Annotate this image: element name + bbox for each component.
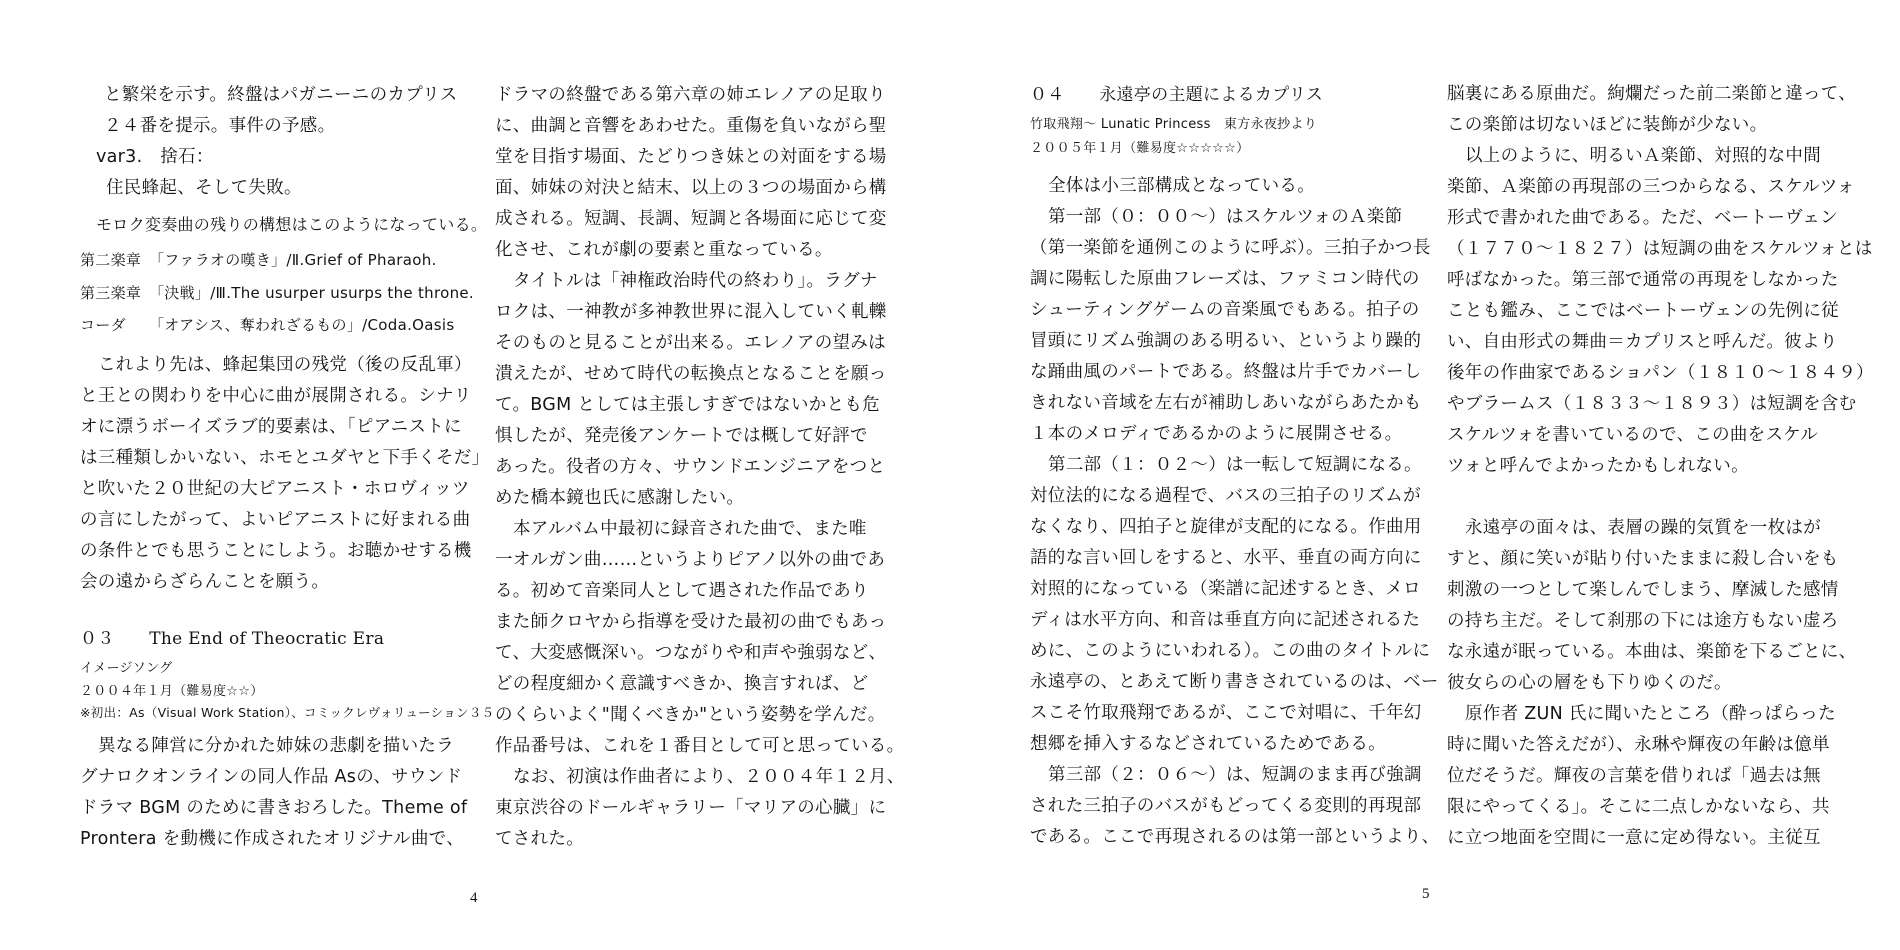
- text-line: タイトルは「神権政治時代の終わり」。ラグナ: [513, 271, 878, 291]
- text-line: きれない音域を左右が補助しあいながらあたかも: [1030, 393, 1422, 413]
- text-line: 対位法的になる過程で、バスの三拍子のリズムが: [1030, 486, 1421, 506]
- text-line: は三種類しかいない、ホモとユダヤと下手くそだ」: [80, 448, 490, 468]
- text-line: に立つ地面を空間に一意に定め得ない。主従互: [1447, 828, 1821, 848]
- text-line: 全体は小三部構成となっている。: [1048, 176, 1315, 196]
- text-line: グナロクオンラインの同人作品 Asの、サウンド: [80, 767, 463, 787]
- text-line: 第三部（２：０６～）は、短調のまま再び強調: [1048, 765, 1422, 785]
- text-line: 第二部（１：０２～）は一転して短調になる。: [1048, 455, 1422, 475]
- page-number: 5: [1422, 886, 1430, 902]
- text-line: 成される。短調、長調、短調と各場面に応じて変: [495, 209, 887, 229]
- text-line: と繁栄を示す。終盤はパガニーニのカプリス: [104, 85, 458, 105]
- page-number: 4: [470, 890, 478, 906]
- variation-heading: var3. 捨石：: [96, 147, 214, 167]
- text-line: された三拍子のバスがもどってくる変則的再現部: [1030, 796, 1422, 816]
- text-line: 後年の作曲家であるショパン（１８１０～１８４９）: [1447, 363, 1874, 383]
- text-line: る。初めて音楽同人として遇された作品であり: [495, 581, 869, 601]
- text-line: て。BGM としては主張しすぎではないかとも危: [495, 395, 880, 415]
- text-line: （１７７０～１８２７）は短調の曲をスケルツォとは: [1447, 239, 1873, 259]
- text-line: 限にやってくる」。そこに二点しかないなら、共: [1447, 797, 1830, 817]
- text-line: なお、初演は作曲者により、２００４年１２月、: [513, 767, 905, 787]
- text-line: 面、姉妹の対決と結末、以上の３つの場面から構: [495, 178, 887, 198]
- track-date: ２００４年１月（難易度☆☆）: [80, 684, 264, 699]
- text-line: どの程度細かく意識すべきか、換言すれば、ど: [495, 674, 869, 694]
- text-line: 位だそうだ。輝夜の言葉を借りれば「過去は無: [1447, 766, 1821, 786]
- text-line: ディは水平方向、和音は垂直方向に記述されるた: [1030, 610, 1421, 630]
- text-line: ２４番を提示。事件の予感。: [104, 116, 336, 136]
- track-subtitle: 竹取飛翔～ Lunatic Princess 東方永夜抄より: [1030, 117, 1318, 132]
- text-line: てされた。: [495, 829, 584, 849]
- text-line: 第一部（０：００～）はスケルツォのＡ楽節: [1048, 207, 1403, 227]
- text-line: 語的な言い回しをすると、水平、垂直の両方向に: [1030, 548, 1422, 568]
- text-line: 化させ、これが劇の要素と重なっている。: [495, 240, 833, 260]
- text-line: 脳裏にある原曲だ。絢爛だった前二楽節と違って、: [1447, 84, 1857, 104]
- text-line: 住民蜂起、そして失敗。: [106, 178, 302, 198]
- text-line: あった。役者の方々、サウンドエンジニアをつと: [495, 457, 886, 477]
- text-line: 楽節、Ａ楽節の再現部の三つからなる、スケルツォ: [1447, 177, 1855, 197]
- text-line: 形式で書かれた曲である。ただ、ベートーヴェン: [1447, 208, 1838, 228]
- text-line: と吹いた２０世紀の大ピアニスト・ホロヴィッツ: [80, 479, 470, 499]
- text-line: の持ち主だ。そして刹那の下には途方もない虚ろ: [1447, 611, 1839, 631]
- text-line: 呼ばなかった。第三部で通常の再現をしなかった: [1447, 270, 1839, 290]
- text-line: な踊曲風のパートである。終盤は片手でカバーし: [1030, 362, 1422, 382]
- text-line: 作品番号は、これを１番目として可と思っている。: [495, 736, 905, 756]
- text-line: 永遠亭の、とあえて断り書きされているのは、ベー: [1030, 672, 1439, 692]
- text-line: 刺激の一つとして楽しんでしまう、摩滅した感情: [1447, 580, 1839, 600]
- text-line: の条件とでも思うことにしよう。お聴かせする機: [80, 541, 472, 561]
- movement-line: 第二楽章 「ファラオの嘆き」/Ⅱ.Grief of Pharaoh.: [80, 251, 437, 269]
- track-subtitle: イメージソング: [80, 661, 173, 676]
- text-line: 時に聞いた答えだが）、永琳や輝夜の年齢は億単: [1447, 735, 1830, 755]
- track-first-release: ※初出：As（Visual Work Station）、コミックレヴォリューション３５: [80, 705, 495, 720]
- text-line: 永遠亭の面々は、表層の躁的気質を一枚はが: [1465, 518, 1821, 538]
- text-line: めた橋本鏡也氏に感謝したい。: [495, 488, 745, 508]
- movement-line: 第三楽章 「決戦」/Ⅲ.The usurper usurps the throne.: [80, 284, 475, 302]
- text-line: 想郷を挿入するなどされているためである。: [1030, 734, 1386, 754]
- text-line: なくなり、四拍子と旋律が支配的になる。作曲用: [1030, 517, 1422, 537]
- text-line: ロクは、一神教が多神教世界に混入していく軋轢: [495, 302, 887, 322]
- text-line: また師クロヤから指導を受けた最初の曲でもあっ: [495, 612, 887, 632]
- movement-line: コーダ 「オアシス、奪われざるもの」/Coda.Oasis: [80, 316, 455, 334]
- text-line: １本のメロディであるかのように展開させる。: [1030, 424, 1403, 444]
- text-line: 潰えたが、せめて時代の転換点となることを願っ: [495, 364, 887, 384]
- text-line: 冒頭にリズム強調のある明るい、というより躁的: [1030, 331, 1422, 351]
- text-line: シューティングゲームの音楽風でもある。拍子の: [1030, 300, 1420, 320]
- text-line: そのものと見ることが出来る。エレノアの望みは: [495, 333, 886, 353]
- text-line: オに漂うボーイズラブ的要素は、「ピアニストに: [80, 417, 462, 437]
- track-heading-04: ０４ 永遠亭の主題によるカプリス: [1030, 85, 1324, 105]
- text-line: ドラマの終盤である第六章の姉エレノアの足取り: [495, 85, 886, 105]
- text-line: ことも鑑み、ここではベートーヴェンの先例に従: [1447, 301, 1839, 321]
- text-line: な永遠が眠っている。本曲は、楽節を下るごとに、: [1447, 642, 1857, 662]
- text-line: モロク変奏曲の残りの構想はこのようになっている。: [96, 215, 488, 234]
- text-line: 対照的になっている（楽譜に記述するとき、メロ: [1030, 579, 1421, 599]
- text-line: のくらいよく"聞くべきか"という姿勢を学んだ。: [495, 705, 886, 725]
- text-line: スこそ竹取飛翔であるが、ここで対唱に、千年幻: [1030, 703, 1422, 723]
- text-line: 一オルガン曲……というよりピアノ以外の曲であ: [495, 550, 886, 570]
- text-line: 彼女らの心の層をも下りゆくのだ。: [1447, 673, 1732, 693]
- text-line: ツォと呼んでよかったかもしれない。: [1447, 456, 1749, 476]
- text-line: て、大変感慨深い。つながりや和声や強弱など、: [495, 643, 887, 663]
- text-line: Prontera を動機に作成されたオリジナル曲で、: [80, 829, 465, 849]
- text-line: この楽節は切ないほどに装飾が少ない。: [1447, 115, 1768, 135]
- text-line: これより先は、蜂起集団の残党（後の反乱軍）: [98, 355, 472, 375]
- text-line: ドラマ BGM のために書きおろした。Theme of: [80, 798, 468, 818]
- text-line: すと、顔に笑いが貼り付いたままに殺し合いをも: [1447, 549, 1839, 569]
- text-line: 本アルバム中最初に録音された曲で、また唯: [513, 519, 867, 539]
- text-line: めに、このようにいわれる）。この曲のタイトルに: [1030, 641, 1431, 661]
- text-line: である。ここで再現されるのは第一部というより、: [1030, 827, 1440, 847]
- text-line: と王との関わりを中心に曲が展開される。シナリ: [80, 386, 472, 406]
- text-line: （第一楽節を通例このように呼ぶ）。三拍子かつ長: [1030, 238, 1431, 258]
- track-date: ２００５年１月（難易度☆☆☆☆☆）: [1030, 141, 1250, 156]
- track-heading-03: ０３ The End of Theocratic Era: [80, 629, 385, 649]
- text-line: 惧したが、発売後アンケートでは概して好評で: [495, 426, 868, 446]
- text-line: やブラームス（１８３３～１８９３）は短調を含む: [1447, 394, 1857, 414]
- text-line: い、自由形式の舞曲＝カプリスと呼んだ。彼より: [1447, 332, 1838, 352]
- text-line: 以上のように、明るいＡ楽節、対照的な中間: [1465, 146, 1821, 166]
- text-line: 原作者 ZUN 氏に聞いたところ（酔っぱらった: [1465, 704, 1836, 724]
- text-line: 堂を目指す場面、たどりつき妹との対面をする場: [495, 147, 887, 167]
- text-line: 調に陽転した原曲フレーズは、ファミコン時代の: [1030, 269, 1420, 289]
- text-line: スケルツォを書いているので、この曲をスケル: [1447, 425, 1818, 445]
- text-line: の言にしたがって、よいピアニストに好まれる曲: [80, 510, 471, 530]
- text-line: 異なる陣営に分かれた姉妹の悲劇を描いたラ: [98, 736, 454, 756]
- text-line: に、曲調と音響をあわせた。重傷を負いながら聖: [495, 116, 887, 136]
- text-line: 東京渋谷のドールギャラリー「マリアの心臓」に: [495, 798, 887, 818]
- text-line: 会の遠からざらんことを願う。: [80, 572, 330, 592]
